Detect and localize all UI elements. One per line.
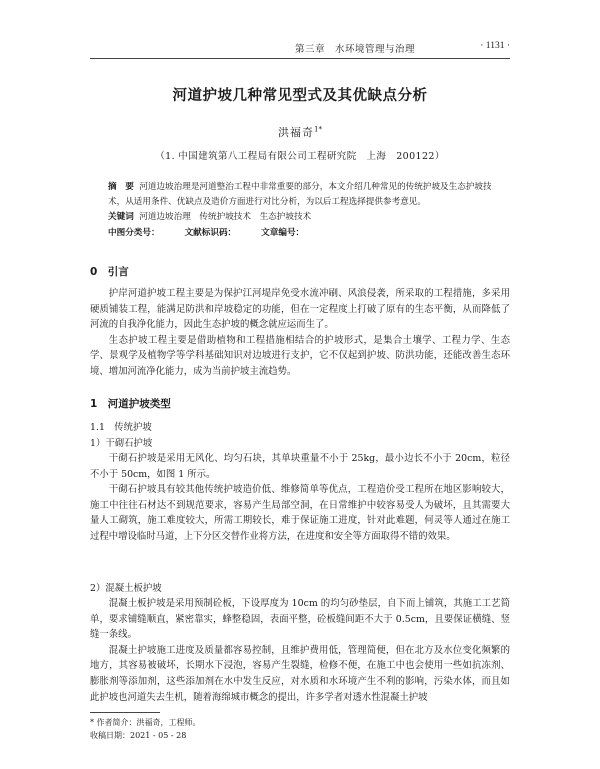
- article-author: [90, 124, 510, 140]
- section-types-body-a: [90, 451, 510, 545]
- abstract-label: 摘 要: [108, 182, 134, 192]
- running-header: [90, 40, 510, 56]
- paragraph: 干砌石护坡具有较其他传统护坡造价低、维修简单等优点，工程造价受工程所在地区影响较大，施工中往往石材达不到规范要求，容易产生局部空洞，在日常维护中较容易受人为破坏，且其需要大量人工砌筑，施工难度较大，所需工期较长，难于保证施工进度，针对此难题，何灵等人通过在施工过程中增设临时马道，上下分区交替作业将方法，在进度和安全等方面取得不错的效果。: [90, 484, 510, 542]
- article-number: 文章编号：: [261, 228, 305, 238]
- section-types-body-b: [90, 596, 510, 705]
- paragraph: 混凝土护坡施工进度及质量都容易控制，且维护费用低，管理简便，但在北方及水位变化频繁的地方，其容易被破坏，长期水下浸泡，容易产生裂缝，检修不便，在施工中也会使用一些如抗冻剂、膨胀剂等添加剂，这些添加剂在水中发生反应，对水质和水环境产生不利的影响，污染水体，而且如此护坡也河道失去生机，随着海绵城市概念的提出，许多学者对透水性混凝土护坡: [90, 644, 510, 703]
- paragraph: 护岸河道护坡工程主要是为保护江河堤岸免受水流冲刷、风浪侵袭，所采取的工程措施，多采用硬质铺装工程，能满足防洪和岸坡稳定的功能，但在一定程度上打破了原有的生态平衡，从而降低了河流的自我净化能力，因此生态护坡的概念就应运而生了。: [90, 288, 510, 331]
- paragraph: 干砌石护坡是采用无风化、均匀石块，其单块重量不小于 25kg，最小边长不小于 20cm，粒径不小于 50cm，如图 1 所示。: [90, 453, 510, 480]
- abstract-text: 河道边坡治理是河道整治工程中非常重要的部分，本文介绍几种常见的传统护坡及生态护坡技术，从适用条件、优缺点及造价方面进行对比分析，为以后工程选择提供参考意见。: [108, 182, 492, 207]
- item-heading: 2）混凝土板护坡: [90, 583, 162, 594]
- section-intro-body: [90, 286, 510, 380]
- clc-number: 中图分类号：: [108, 228, 160, 238]
- keywords-text: 河道边坡治理 传统护坡技术 生态护坡技术: [139, 212, 312, 222]
- page-number: · 1131 ·: [480, 41, 510, 51]
- author-mark: 1*: [314, 125, 322, 134]
- author-affiliation: （1. 中国建筑第八工程局有限公司工程研究院 上海 200122）: [155, 151, 445, 162]
- section-heading-types: 1 河道护坡类型: [90, 398, 171, 410]
- running-header-chapter: 第三章 水环境管理与治理: [294, 44, 415, 55]
- subsection-heading: 1.1 传统护坡: [90, 422, 152, 433]
- header-rule: [90, 58, 510, 59]
- paragraph: 混凝土板护坡是采用预制砼板，下设厚度为 10cm 的均匀砂垫层，自下而上铺筑，其施工工艺简单，要求铺缝顺直，紧密靠实，蜂整稳固，表面平整，砼板缝间距不大于 0.5cm，且要保证横缝、竖缝一条线。: [90, 598, 510, 641]
- footnote: [90, 716, 201, 742]
- section-heading-intro: 0 引言: [90, 266, 129, 278]
- footnote-received-date: 收稿日期：2021 - 05 - 28: [90, 731, 187, 740]
- abstract: [108, 180, 492, 210]
- author-name: 洪福奇: [278, 126, 315, 139]
- article-title: 河道护坡几种常见型式及其优缺点分析: [172, 88, 428, 104]
- keywords: [108, 210, 492, 225]
- item-heading: 1）干砌石护坡: [90, 438, 153, 449]
- footnote-author-info: * 作者简介：洪福奇，工程师。: [90, 718, 201, 727]
- footnote-rule: [90, 712, 160, 713]
- keywords-label: 关键词: [108, 212, 134, 222]
- classification-line: [108, 226, 492, 241]
- document-code: 文献标识码：: [184, 228, 237, 238]
- paragraph: 生态护坡工程主要是借助植物和工程措施相结合的护坡形式，是集合土壤学、工程力学、生态学、景观学及植物学等学科基础知识对边坡进行支护，它不仅起到护坡、防洪功能，还能改善生态环境、增加河流净化能力，成为当前护坡主流趋势。: [90, 334, 510, 377]
